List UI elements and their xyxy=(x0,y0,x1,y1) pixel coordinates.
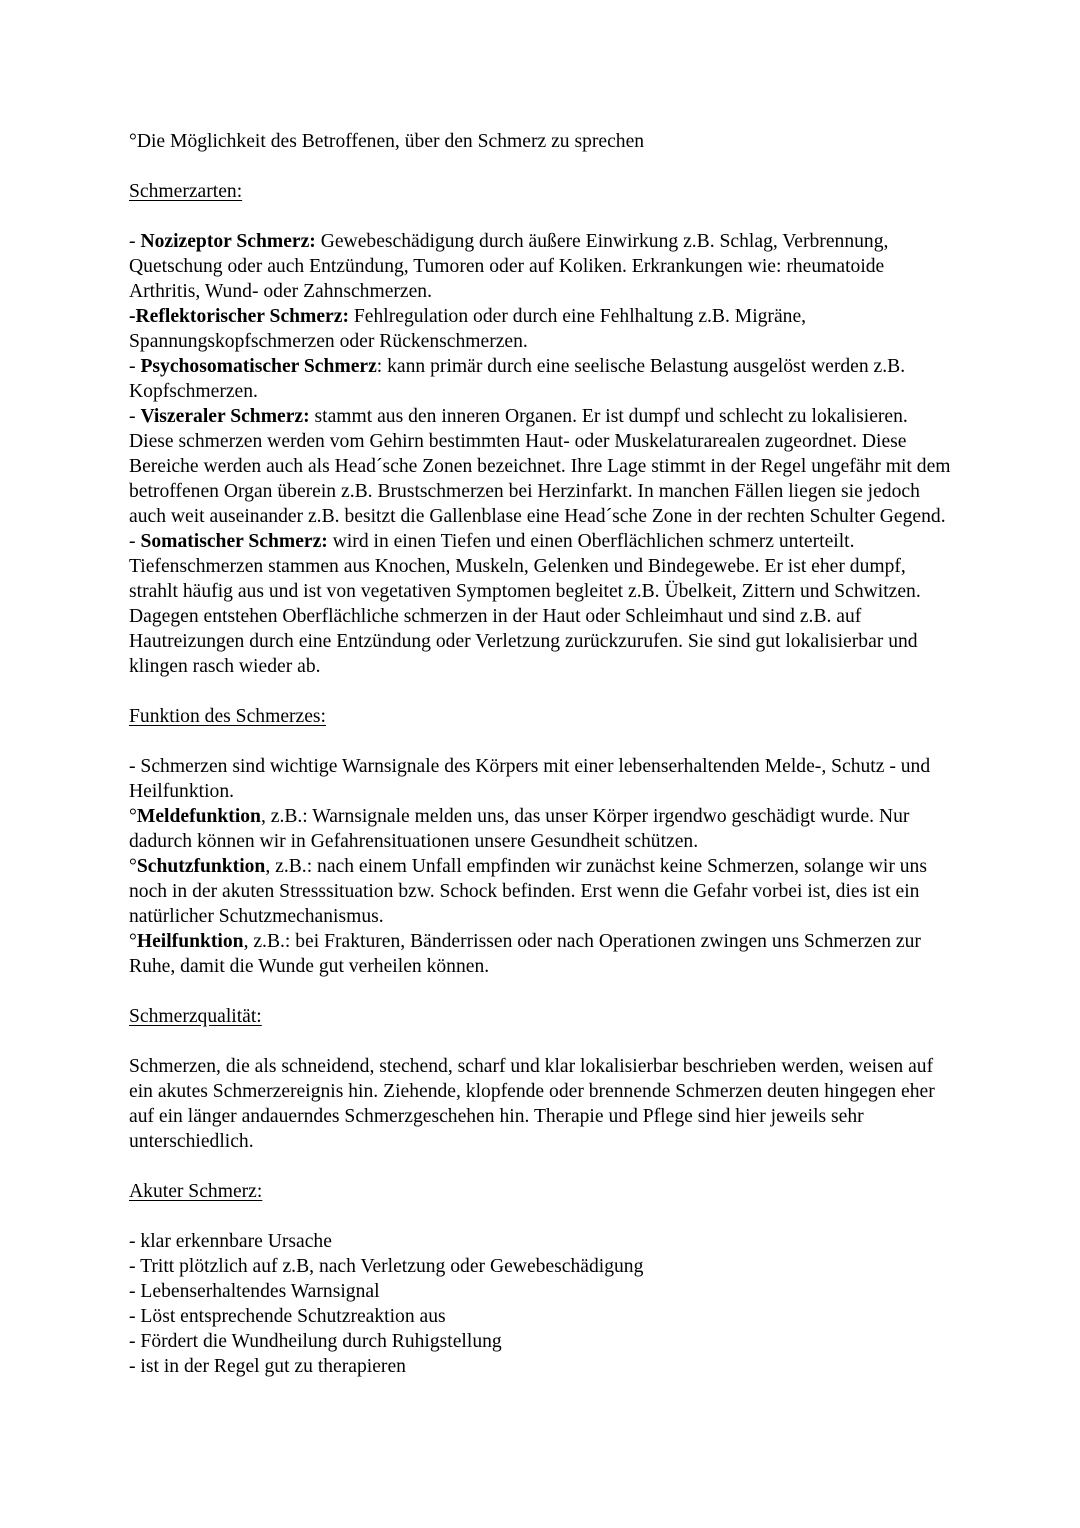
schmerzart-entry xyxy=(129,354,952,404)
schmerzart-entry xyxy=(129,229,952,304)
entry-term: Schutzfunktion xyxy=(136,856,266,877)
entry-text: , z.B.: nach einem Unfall empfinden wir zunächst keine Schmerzen, solange wir uns noch in der akuten Stresssituation bzw. Schock befinden. Erst wenn die Gefahr vorbei ist, dies ist ein natürlicher Schutzmechanismus. xyxy=(129,856,927,927)
spacer xyxy=(129,1204,952,1229)
entry-prefix: ° xyxy=(129,931,137,952)
list-item: - Löst entsprechende Schutzreaktion aus xyxy=(129,1306,446,1327)
funktion-entry xyxy=(129,804,952,854)
funktion-entry xyxy=(129,929,952,979)
entry-term: Nozizeptor Schmerz: xyxy=(140,231,316,252)
schmerzarten-list xyxy=(129,229,952,679)
section-heading-funktion: Funktion des Schmerzes: xyxy=(129,706,326,727)
entry-term: Somatischer Schmerz: xyxy=(140,531,328,552)
entry-text: stammt aus den inneren Organen. Er ist dumpf und schlecht zu lokalisieren. Diese schmerzen werden vom Gehirn bestimmten Haut- oder Muskelaturarealen zugeordnet. Diese Bereiche werden auch als Head´sche Zonen bezeichnet. Ihre Lage stimmt in der Regel ungefähr mit dem betroffenen Organ überein z.B. Brustschmerzen bei Herzinfarkt. In manchen Fällen liegen sie jedoch auch weit auseinander z.B. besitzt die Gallenblase eine Head´sche Zone in der rechten Schulter Gegend. xyxy=(129,406,951,527)
funktion-list xyxy=(129,754,952,979)
list-item: - Fördert die Wundheilung durch Ruhigstellung xyxy=(129,1331,502,1352)
entry-text: Fehlregulation oder durch eine Fehlhaltung z.B. Migräne, Spannungskopfschmerzen oder Rückenschmerzen. xyxy=(129,306,807,352)
list-item: - Lebenserhaltendes Warnsignal xyxy=(129,1281,380,1302)
funktion-entry xyxy=(129,854,952,929)
spacer xyxy=(129,679,952,704)
spacer xyxy=(129,204,952,229)
entry-prefix: ° xyxy=(129,806,137,827)
funktion-intro: - Schmerzen sind wichtige Warnsignale des Körpers mit einer lebenserhaltenden Melde-, Schutz - und Heilfunktion. xyxy=(129,756,931,802)
spacer xyxy=(129,979,952,1004)
entry-term: Heilfunktion xyxy=(136,931,244,952)
entry-term: -Reflektorischer Schmerz: xyxy=(129,306,349,327)
list-item: - ist in der Regel gut zu therapieren xyxy=(129,1356,406,1377)
schmerzart-entry xyxy=(129,304,952,354)
entry-term: Meldefunktion xyxy=(136,806,261,827)
akut-list xyxy=(129,1229,952,1379)
entry-text: , z.B.: Warnsignale melden uns, das unser Körper irgendwo geschädigt wurde. Nur dadurch können wir in Gefahrensituationen unsere Gesundheit schützen. xyxy=(129,806,910,852)
spacer xyxy=(129,1029,952,1054)
section-heading-qualitaet: Schmerzqualität: xyxy=(129,1006,262,1027)
entry-prefix: - xyxy=(129,231,141,252)
schmerzart-entry xyxy=(129,529,952,679)
section-heading-akut: Akuter Schmerz: xyxy=(129,1181,263,1202)
section-heading-schmerzarten: Schmerzarten: xyxy=(129,181,243,202)
list-item: - klar erkennbare Ursache xyxy=(129,1231,332,1252)
entry-term: Psychosomatischer Schmerz xyxy=(140,356,377,377)
entry-prefix: - xyxy=(129,531,141,552)
schmerzart-entry xyxy=(129,404,952,529)
entry-term: Viszeraler Schmerz: xyxy=(140,406,310,427)
entry-text: : kann primär durch eine seelische Belastung ausgelöst werden z.B. Kopfschmerzen. xyxy=(129,356,906,402)
entry-prefix: - xyxy=(129,356,141,377)
entry-text: , z.B.: bei Frakturen, Bänderrissen oder nach Operationen zwingen uns Schmerzen zur Ruhe, damit die Wunde gut verheilen können. xyxy=(129,931,921,977)
list-item: - Tritt plötzlich auf z.B, nach Verletzung oder Gewebeschädigung xyxy=(129,1256,644,1277)
entry-prefix: - xyxy=(129,406,141,427)
qualitaet-paragraph: Schmerzen, die als schneidend, stechend, scharf und klar lokalisierbar beschrieben werden, weisen auf ein akutes Schmerzereignis hin. Ziehende, klopfende oder brennende Schmerzen deuten hingegen eher auf ein länger andauerndes Schmerzgeschehen hin. Therapie und Pflege sind hier jeweils sehr unterschiedlich. xyxy=(129,1056,935,1152)
entry-prefix: ° xyxy=(129,856,137,877)
entry-text: wird in einen Tiefen und einen Oberflächlichen schmerz unterteilt. Tiefenschmerzen stammen aus Knochen, Muskeln, Gelenken und Bindegewebe. Er ist eher dumpf, strahlt häufig aus und ist von vegetativen Symptomen begleitet z.B. Übelkeit, Zittern und Schwitzen. Dagegen entstehen Oberflächliche schmerzen in der Haut oder Schleimhaut und sind z.B. auf Hautreizungen durch eine Entzündung oder Verletzung zurückzurufen. Sie sind gut lokalisierbar und klingen rasch wieder ab. xyxy=(129,531,921,677)
spacer xyxy=(129,154,952,179)
spacer xyxy=(129,1154,952,1179)
intro-line: °Die Möglichkeit des Betroffenen, über den Schmerz zu sprechen xyxy=(129,131,645,152)
spacer xyxy=(129,729,952,754)
entry-text: Gewebeschädigung durch äußere Einwirkung z.B. Schlag, Verbrennung, Quetschung oder auch Entzündung, Tumoren oder auf Koliken. Erkrankungen wie: rheumatoide Arthritis, Wund- oder Zahnschmerzen. xyxy=(129,231,889,302)
